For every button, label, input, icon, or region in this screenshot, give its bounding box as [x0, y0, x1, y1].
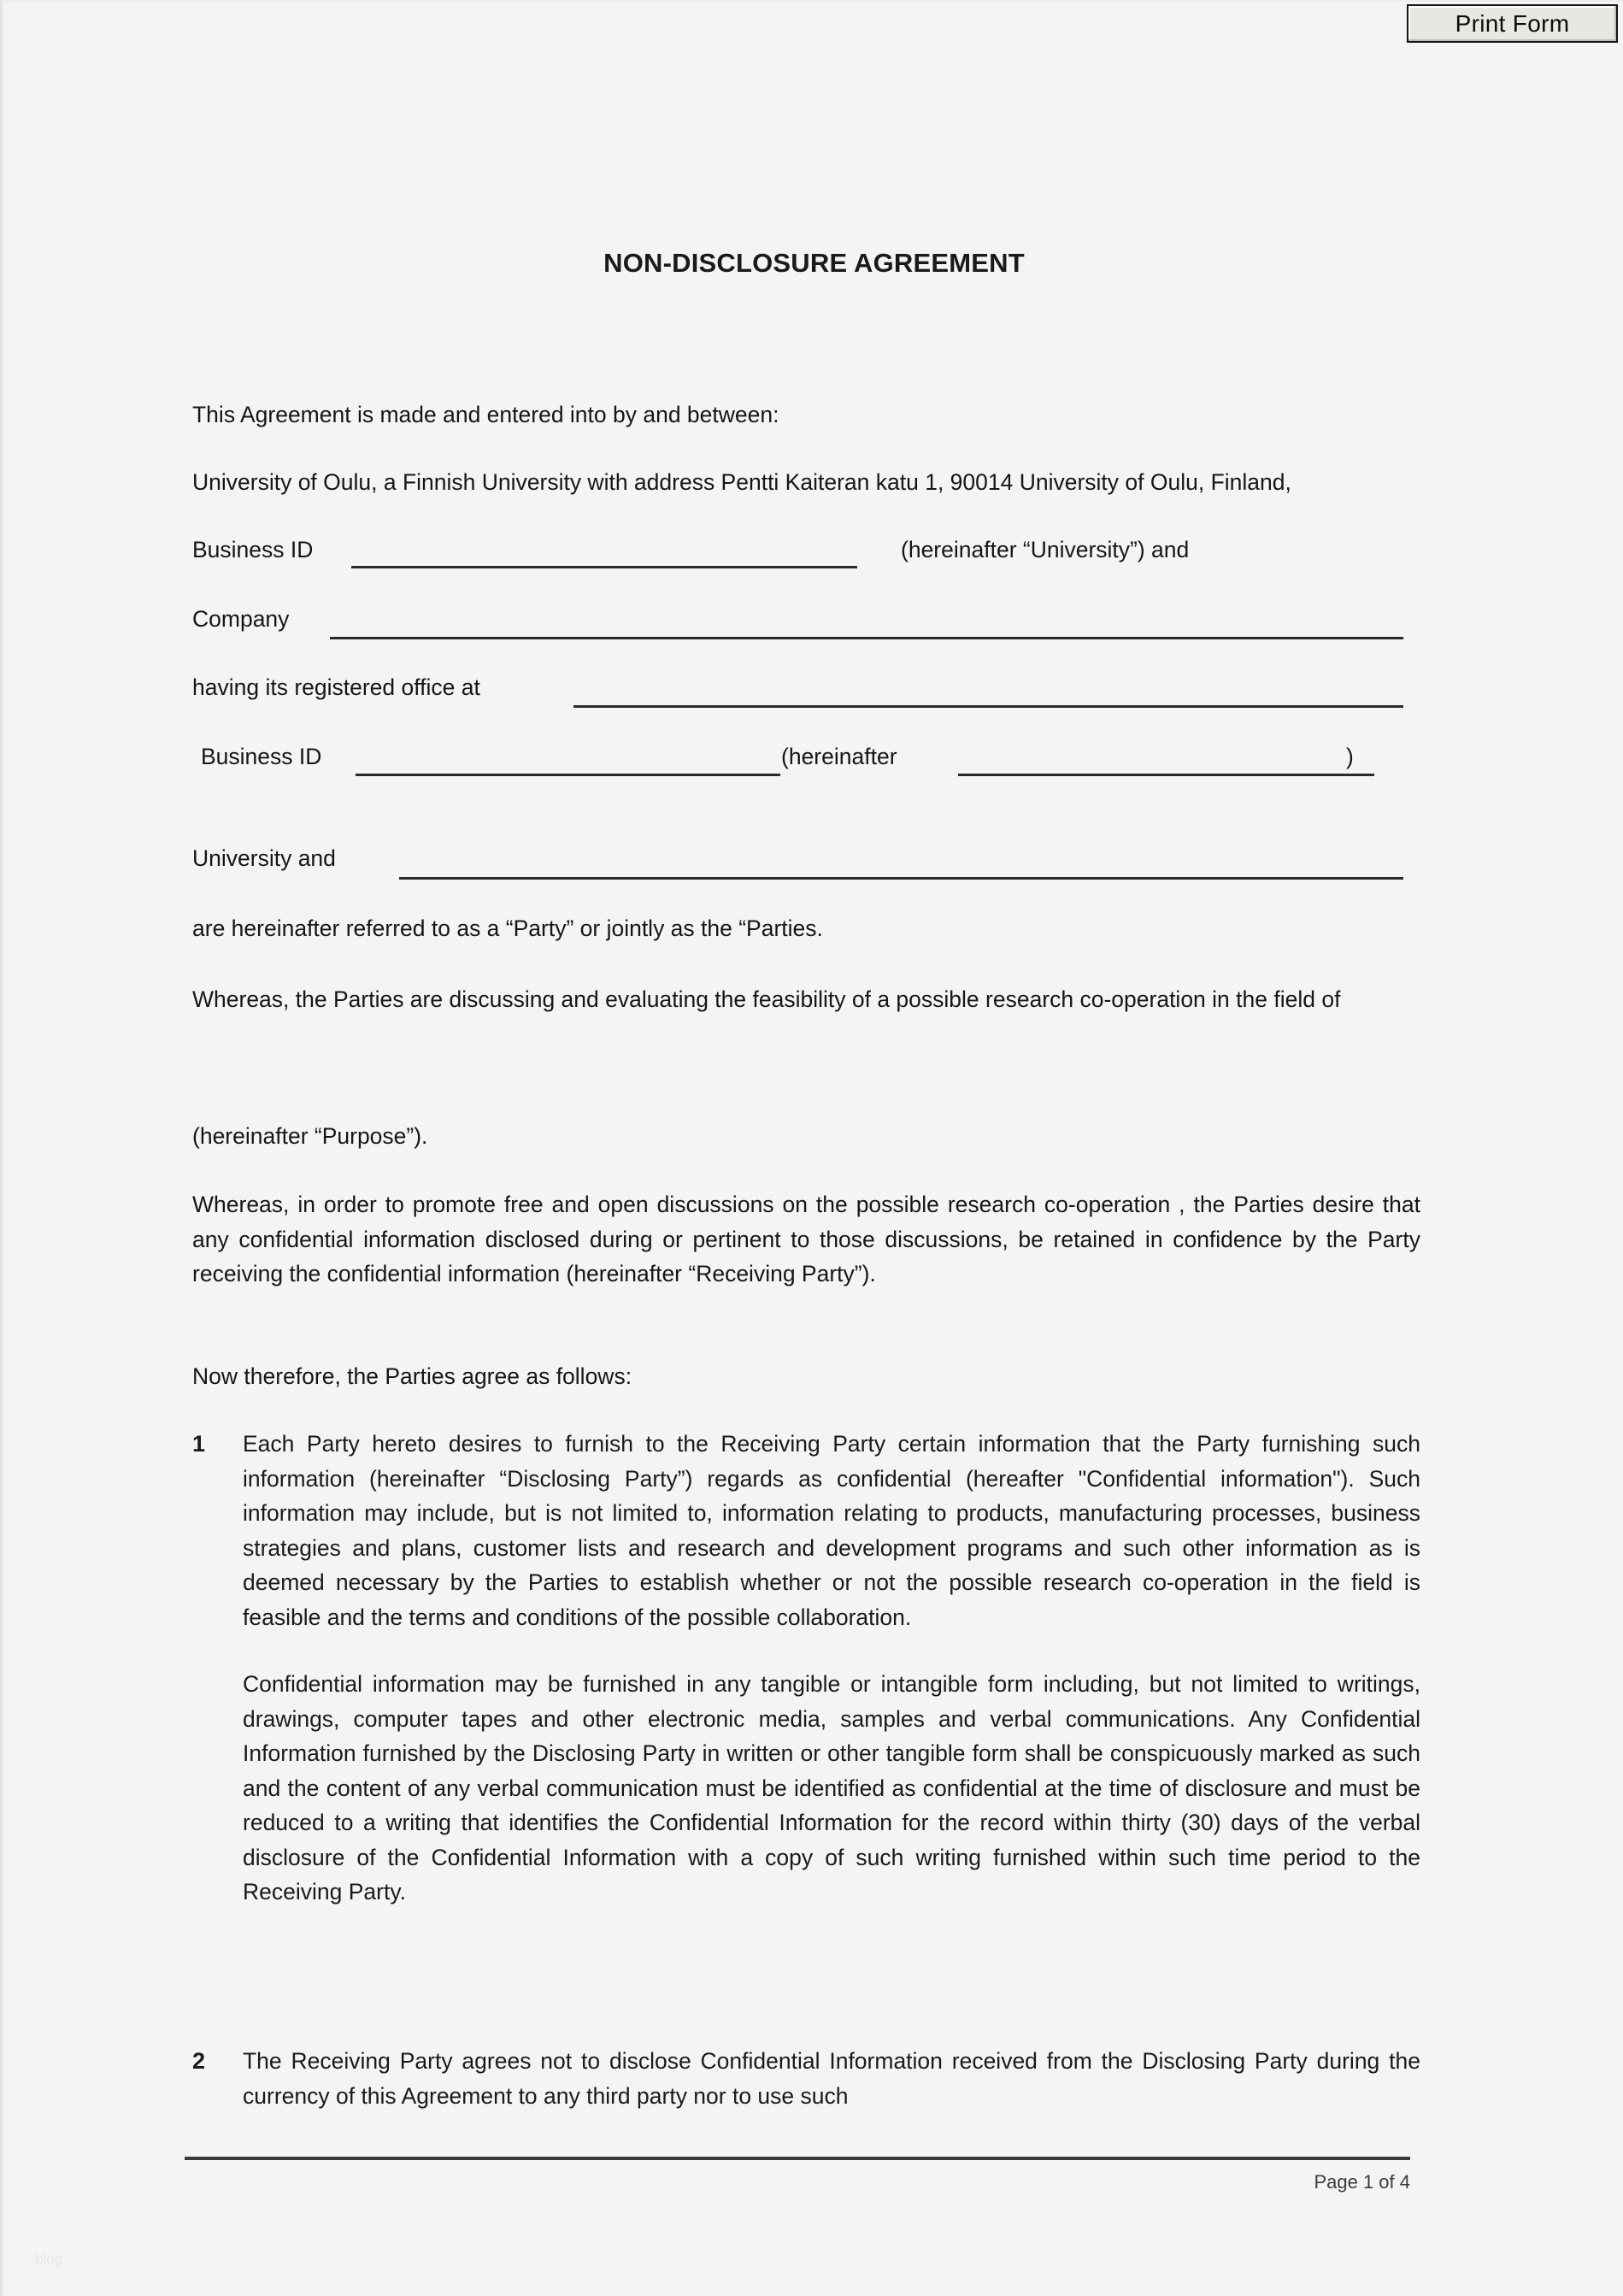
clause-2-body	[243, 2044, 1420, 2113]
university-and-field[interactable]	[399, 877, 1403, 880]
print-form-button-label: Print Form	[1455, 9, 1570, 37]
purpose-definition-paragraph: (hereinafter “Purpose”).	[192, 1123, 428, 1149]
nda-document-content	[3, 2, 1623, 2296]
company-name-field[interactable]	[330, 637, 1403, 639]
intro-paragraph: This Agreement is made and entered into by and between:	[192, 402, 779, 427]
registered-office-field[interactable]	[573, 705, 1403, 708]
university-party-paragraph: University of Oulu, a Finnish University with address Pentti Kaiteran katu 1, 90014 University of Oulu, Finland,	[192, 469, 1291, 495]
hereinafter-open-label: (hereinafter	[781, 744, 897, 769]
university-business-id-label: Business ID	[192, 537, 314, 562]
clause-1	[192, 1427, 1420, 1910]
clause-2	[192, 2044, 1420, 2113]
clause-1-paragraph-2: Confidential information may be furnished in any tangible or intangible form including, but not limited to writings, drawings, computer tapes and other electronic media, samples and verbal communications. Any Confidential Information furnished by the Disclosing Party in written or other tangible form shall be conspicuously marked as such and the content of any verbal communication must be identified as confidential at the time of disclosure and must be reduced to a writing that identifies the Confidential Information for the record within thirty (30) days of the verbal disclosure of the Confidential Information with a copy of such writing furnished within such time period to the Receiving Party.	[243, 1671, 1420, 1905]
whereas-confidence-paragraph: Whereas, in order to promote free and open discussions on the possible research co-operation , the Parties desire that any confidential information disclosed during or pertinent to those discussions, be retained in confidence by the Party receiving the confidential information (hereinafter “Receiving Party”).	[192, 1192, 1420, 1286]
company-business-id-field[interactable]	[356, 774, 780, 776]
clause-1-number: 1	[192, 1431, 206, 1457]
clause-2-paragraph-1: The Receiving Party agrees not to disclose Confidential Information received from the Disclosing Party during the currency of this Agreement to any third party nor to use such	[243, 2048, 1420, 2109]
footer-divider	[185, 2157, 1410, 2160]
clause-1-paragraph-1: Each Party hereto desires to furnish to the Receiving Party certain information that the Party furnishing such information (hereinafter “Disclosing Party”) regards as confidential (hereafter "Confidential information"). Such information may include, but is not limited to, information relating to products, manufacturing processes, business strategies and plans, customer lists and research and development programs and such other information as is deemed necessary by the Parties to establish whether or not the possible research co-operation in the field is feasible and the terms and conditions of the possible collaboration.	[243, 1431, 1420, 1630]
clause-2-number: 2	[192, 2048, 206, 2074]
now-therefore-paragraph: Now therefore, the Parties agree as follows:	[192, 1363, 632, 1389]
university-and-label: University and	[192, 845, 336, 871]
page-number: Page 1 of 4	[1314, 2171, 1410, 2193]
company-business-id-label: Business ID	[201, 744, 322, 769]
parties-definition-paragraph: are hereinafter referred to as a “Party” or jointly as the “Parties.	[192, 915, 823, 941]
company-short-name-field[interactable]	[958, 774, 1374, 776]
university-business-id-field[interactable]	[351, 566, 857, 568]
clause-1-body	[243, 1427, 1420, 1910]
university-hereinafter-label: (hereinafter “University”) and	[901, 537, 1190, 562]
registered-office-label: having its registered office at	[192, 674, 480, 700]
watermark: blog	[35, 2251, 63, 2267]
whereas-feasibility-paragraph: Whereas, the Parties are discussing and evaluating the feasibility of a possible research co-operation in the field of	[192, 986, 1341, 1012]
hereinafter-close-label: )	[1346, 744, 1354, 769]
company-label: Company	[192, 606, 290, 632]
page-title: NON-DISCLOSURE AGREEMENT	[603, 248, 1025, 278]
